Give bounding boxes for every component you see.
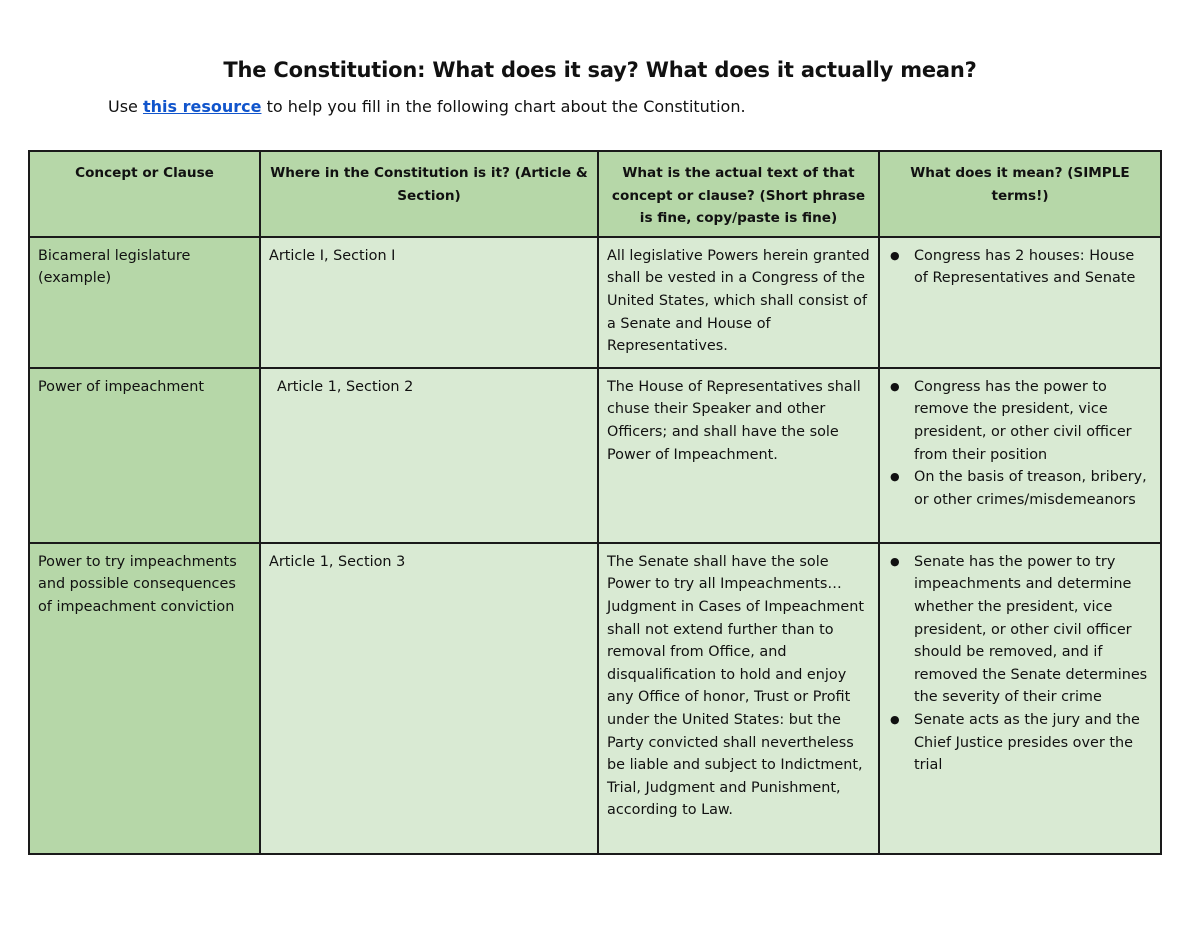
- list-item: [890, 376, 1152, 466]
- cell-location: [260, 368, 598, 543]
- cell-concept: Power to try impeachments and possible consequences of impeachment conviction: [29, 543, 260, 854]
- meaning-text: Senate acts as the jury and the Chief Justice presides over the trial: [914, 711, 1140, 774]
- header-location: Where in the Constitution is it? (Article & Section): [260, 151, 598, 237]
- page-title: The Constitution: What does it say? What does it actually mean?: [223, 58, 977, 82]
- bullet-icon: ●: [890, 470, 900, 484]
- table-row: [29, 543, 1161, 854]
- cell-meaning: [879, 237, 1161, 368]
- cell-text: All legislative Powers herein granted shall be vested in a Congress of the United States, which shall consist of a Senate and House of Representatives.: [598, 237, 879, 368]
- cell-text: The Senate shall have the sole Power to try all Impeachments…Judgment in Cases of Impeachment shall not extend further than to removal from Office, and disqualification to hold and enjoy any Office of honor, Trust or Profit under the United States: but the Party convicted shall nevertheless be liable and subject to Indictment, Trial, Judgment and Punishment, according to Law.: [598, 543, 879, 854]
- constitution-chart: [28, 150, 1162, 855]
- cell-text: The House of Representatives shall chuse their Speaker and other Officers; and shall have the sole Power of Impeachment.: [598, 368, 879, 543]
- list-item: [890, 466, 1152, 511]
- intro-prefix: Use: [108, 97, 138, 116]
- list-item: [890, 245, 1152, 290]
- meaning-list: [888, 551, 1152, 777]
- header-text: What is the actual text of that concept or clause? (Short phrase is fine, copy/paste is fine): [598, 151, 879, 237]
- bullet-icon: ●: [890, 379, 900, 393]
- meaning-text: Senate has the power to try impeachments and determine whether the president, vice president, or other civil officer should be removed, and if removed the Senate determines the severity of their crime: [914, 553, 1148, 706]
- bullet-icon: ●: [890, 554, 900, 568]
- cell-location: Article 1, Section 3: [260, 543, 598, 854]
- bullet-icon: ●: [890, 248, 900, 262]
- list-item: [890, 709, 1152, 777]
- meaning-text: Congress has the power to remove the president, vice president, or other civil officer from their position: [914, 378, 1132, 463]
- list-item: [890, 551, 1152, 709]
- cell-location: Article I, Section I: [260, 237, 598, 368]
- header-meaning: What does it mean? (SIMPLE terms!): [879, 151, 1161, 237]
- meaning-list: [888, 245, 1152, 290]
- cell-meaning: [879, 368, 1161, 543]
- bullet-icon: ●: [890, 712, 900, 726]
- header-concept: Concept or Clause: [29, 151, 260, 237]
- location-text: Article 1, Section 2: [277, 378, 414, 395]
- meaning-list: [888, 376, 1152, 512]
- header-row: [29, 151, 1161, 237]
- intro-suffix: to help you fill in the following chart about the Constitution.: [261, 97, 746, 116]
- meaning-text: On the basis of treason, bribery, or other crimes/misdemeanors: [914, 469, 1147, 508]
- meaning-text: Congress has 2 houses: House of Representatives and Senate: [914, 247, 1136, 287]
- cell-meaning: [879, 543, 1161, 854]
- intro-text: [108, 97, 746, 116]
- resource-link[interactable]: this resource: [142, 97, 262, 116]
- table-row: [29, 237, 1161, 368]
- table-row: [29, 368, 1161, 543]
- cell-concept: Power of impeachment: [29, 368, 260, 543]
- cell-concept: Bicameral legislature (example): [29, 237, 260, 368]
